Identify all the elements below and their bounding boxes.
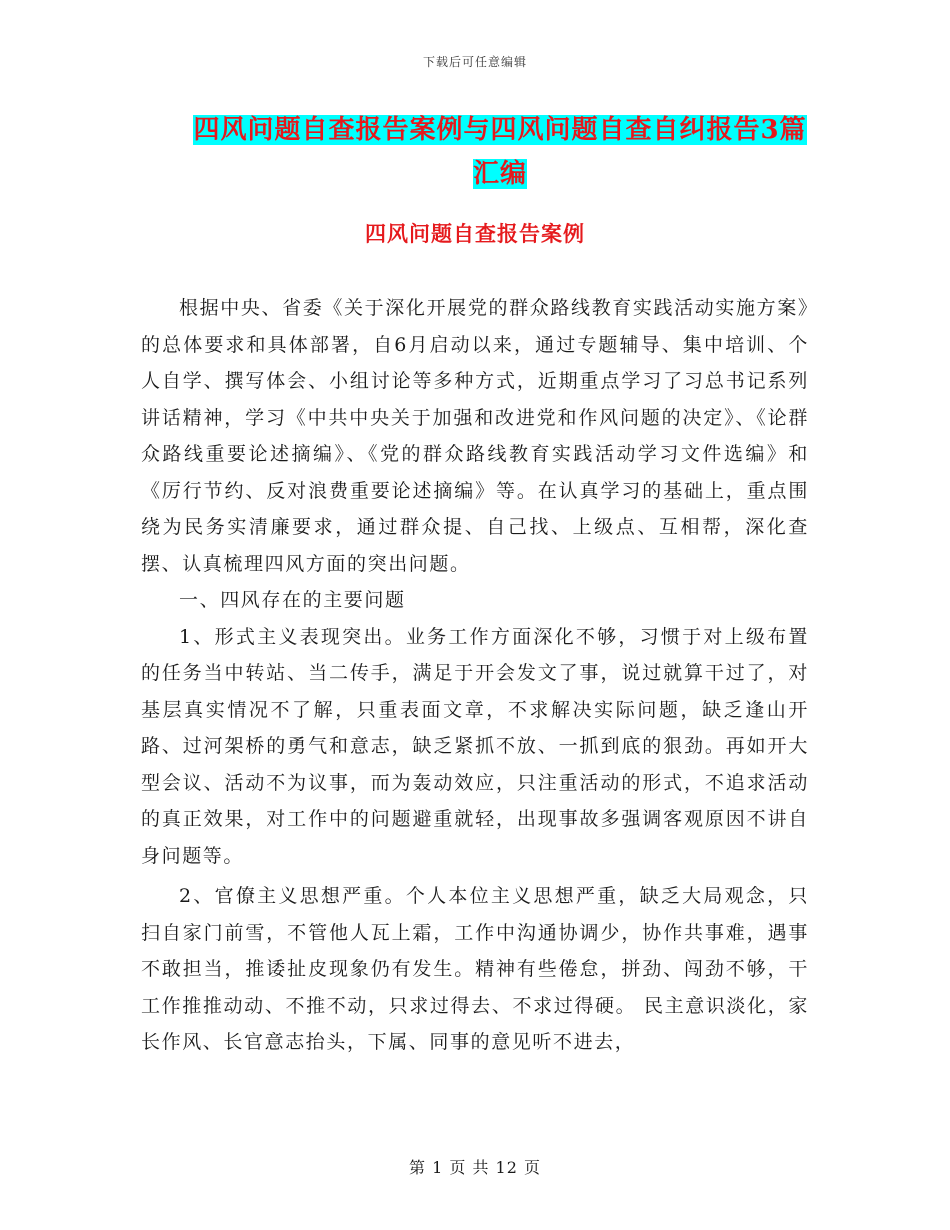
paragraph-formalism: 1、形式主义表现突出。业务工作方面深化不够，习惯于对上级布置的任务当中转站、当二传手，满足于开会发文了事，说过就算干过了，对基层真实情况不了解，只重表面文章，不求解决实际问题，缺乏逢山开路、过河架桥的勇气和意志，缺乏紧抓不放、一抓到底的狠劲。再如开大型会议、活动不为议事，而为轰动效应，只注重活动的形式，不追求活动的真正效果，对工作中的问题避重就轻，出现事故多强调客观原因不讲自身问题等。 [141, 625, 809, 867]
page-footer-pagination: 第 1 页 共 12 页 [409, 1158, 541, 1177]
document-body [141, 290, 809, 1061]
document-title [190, 108, 810, 196]
page-header-note: 下载后可任意编辑 [422, 55, 527, 69]
paragraph-intro: 根据中央、省委《关于深化开展党的群众路线教育实践活动实施方案》的总体要求和具体部署，自6月启动以来，通过专题辅导、集中培训、个人自学、撰写体会、小组讨论等多种方式，近期重点学习了习总书记系列讲话精神，学习《中共中央关于加强和改进党和作风问题的决定》、《论群众路线重要论述摘编》、《党的群众路线教育实践活动学习文件选编》和《厉行节约、反对浪费重要论述摘编》等。在认真学习的基础上，重点围绕为民务实清廉要求，通过群众提、自己找、上级点、互相帮，深化查摆、认真梳理四风方面的突出问题。 [141, 297, 809, 575]
document-title-text: 四风问题自查报告案例与四风问题自查自纠报告3篇汇编 [193, 115, 807, 189]
paragraph-bureaucratism: 2、官僚主义思想严重。个人本位主义思想严重，缺乏大局观念，只扫自家门前雪，不管他人瓦上霜，工作中沟通协调少，协作共事难，遇事不敢担当，推诿扯皮现象仍有发生。精神有些倦怠，拼劲、闯劲不够，干工作推推动动、不推不动，只求过得去、不求过得硬。 民主意识淡化，家长作风、长官意志抬头，下属、同事的意见听不进去， [141, 885, 809, 1053]
paragraph-heading-problems: 一、四风存在的主要问题 [179, 589, 406, 611]
section-title: 四风问题自查报告案例 [365, 221, 585, 246]
